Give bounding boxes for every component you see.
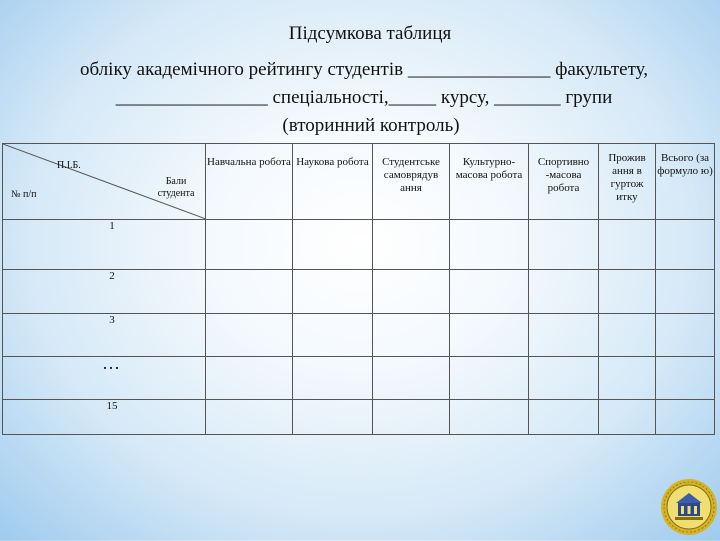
table-cell[interactable] [293,400,373,435]
table-cell[interactable] [373,220,450,270]
table-cell[interactable] [656,270,715,314]
table-cell[interactable] [206,314,293,357]
table-cell[interactable] [373,357,450,400]
table-header-row [3,144,715,220]
table-cell[interactable] [599,220,656,270]
header-sport: Спортивно -масова робота [529,144,599,220]
table-cell[interactable] [529,270,599,314]
table-cell[interactable] [450,357,529,400]
title-line-specialty: ________________ спеціальності,_____ курсу, _______ групи [115,87,613,108]
row-number: 3 [3,314,206,357]
table-cell[interactable] [373,314,450,357]
table-row [3,400,715,435]
table-cell[interactable] [656,357,715,400]
table-cell[interactable] [450,400,529,435]
table-cell[interactable] [293,270,373,314]
table-cell[interactable] [656,220,715,270]
table-cell[interactable] [529,357,599,400]
column-label-number: № п/п [11,189,37,200]
table-cell[interactable] [206,270,293,314]
title-heading: Підсумкова таблиця [288,23,452,44]
table-cell[interactable] [599,357,656,400]
table-cell[interactable] [450,220,529,270]
title-block [0,20,720,140]
table-cell[interactable] [373,400,450,435]
header-self-government: Студентське самоврядув ання [373,144,450,220]
table-cell[interactable] [529,400,599,435]
table-cell[interactable] [599,314,656,357]
university-seal-icon [660,478,718,541]
table-cell[interactable] [450,270,529,314]
table-cell[interactable] [599,270,656,314]
row-number: 15 [3,400,206,435]
title-line-faculty: обліку академічного рейтингу студентів _______________ факультету, [80,59,648,80]
title-line-control: (вторинний контроль) [282,115,460,136]
header-research: Наукова робота [293,144,373,220]
header-cultural: Культурно-масова робота [450,144,529,220]
row-number: … [3,357,206,400]
header-dormitory: Прожив ання в гуртож итку [599,144,656,220]
table-row [3,270,715,314]
table-cell[interactable] [373,270,450,314]
table-cell[interactable] [656,314,715,357]
corner-header-cell [3,144,206,220]
table-row [3,220,715,270]
table-cell[interactable] [450,314,529,357]
table-cell[interactable] [529,220,599,270]
table-row [3,357,715,400]
column-label-name: П.І.Б. [57,160,81,171]
table-cell[interactable] [206,220,293,270]
table-cell[interactable] [293,314,373,357]
table-cell[interactable] [599,400,656,435]
table-cell[interactable] [293,357,373,400]
rating-table [2,143,715,435]
table-cell[interactable] [656,400,715,435]
row-number: 2 [3,270,206,314]
table-cell[interactable] [529,314,599,357]
table-cell[interactable] [293,220,373,270]
row-number: 1 [3,220,206,270]
table-row [3,314,715,357]
header-total: Всього (за формуло ю) [656,144,715,220]
table-cell[interactable] [206,400,293,435]
header-academic: Навчальна робота [206,144,293,220]
table-cell[interactable] [206,357,293,400]
row-label-scores: Бали студента [157,176,195,199]
